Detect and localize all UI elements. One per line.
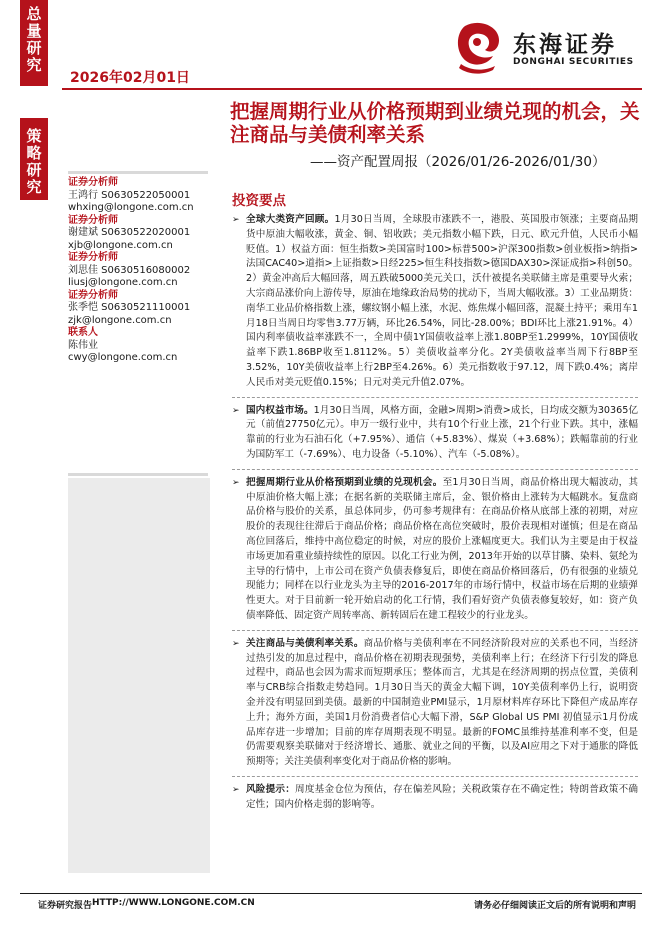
footer-divider [20, 893, 642, 894]
contact-block [68, 327, 218, 365]
footer-label: 证券研究报告 [38, 901, 93, 911]
report-type-char: 总 [26, 5, 42, 23]
risk-text: 周度基金仓位为预估，存在偏差风险；关税政策存在不确定性；特朗普政策不确定性；国内价格走弱的影响等。 [246, 783, 639, 810]
company-logo [455, 20, 645, 74]
report-title: 把握周期行业从价格预期到业绩兑现的机会，关注商品与美债利率关系 [230, 100, 640, 146]
risk-item [232, 783, 638, 813]
dashed-divider [232, 630, 638, 631]
highlight-heading: 全球大类资产回顾。 [246, 214, 335, 225]
dragon-logo-icon [455, 20, 503, 74]
highlight-text: 商品价格与美债利率在不同经济阶段对应的关系也不同，当经济过热引发的加息过程中，商品价格在初期表现强势，美债利率上行；在经济下行引发的降息过程中，商品也会因为需求而短期承压；整体而言，尤其是在经济周期的拐点位置，美债利率与CRB综合指数走势趋同。1月30日当天的黄金大幅下调，10Y美债利率仍上行，说明资金并没有明显回到美债。最新的中国制造业PMI显示，1月原材料库存环比下降但产成品库存上升；海外方面，美国1月份消费者信心大幅下滑，S&P Global US PMI 初值显示1月份成品库存进一步增加；目前的库存周期表现不明显。最新的FOMC虽维持基准利率不变，但是仍需要观察美联储对于经济增长、通胀、就业之间的平衡，以及AI应用之下对于通胀的降低预期等；关注美债利率变化对于商品价格的影响。 [246, 637, 639, 768]
highlight-heading: 把握周期行业从价格预期到业绩的兑现机会。 [246, 476, 443, 488]
arrow-bullet-icon: ➢ [232, 477, 240, 488]
analyst-block [68, 215, 218, 253]
arrow-bullet-icon: ➢ [232, 638, 240, 649]
analyst-role: 证券分析师 [68, 177, 118, 188]
category-char: 略 [26, 144, 42, 162]
contact-role: 联系人 [68, 327, 98, 338]
report-subtitle: ——资产配置周报（2026/01/26-2026/01/30） [310, 154, 606, 170]
dashed-divider [232, 397, 638, 398]
analyst-block [68, 177, 218, 215]
report-type-tag [20, 0, 48, 86]
highlight-text: 1月30日当周，风格方面，金融>周期>消费>成长，日均成交额为30365亿元（前值27750亿元）。申万一级行业中，共有10个行业上涨，21个行业下跌。其中，涨幅靠前的行业为石油石化（+7.95%）、通信（+5.83%）、煤炭（+3.68%）；跌幅靠前的行业为国防军工（-7.69%）、电力设备（-5.10%）、汽车（-5.08%）。 [246, 404, 638, 460]
sidebar-gray-panel [68, 478, 210, 873]
highlight-text: 1月30日当周，全球股市涨跌不一，港股、英国股市领涨；主要商品期货中原油大幅收涨，黄金、铜、铝收跌；美元指数小幅下跌，日元、欧元升值，人民币小幅贬值。1）权益方面：恒生指数>美国富时100>标普500>沪深300指数>创业板指>纳指>法国CAC40>道指>上证指数>日经225>恒生科技指数>德国DAX30>深证成指>科创50。2）黄金冲高后大幅回落，周五跌破5000美元关口，沃什被提名美联储主席是重要导火索；大宗商品涨价向上游传导，原油在地缘政治局势的扰动下，当周大幅收涨。3）工业品期货：南华工业品价格指数上涨，螺纹钢小幅上涨，水泥、炼焦煤小幅回落，混凝土持平；乘用车1月18日当周日均零售3.77万辆，环比26.54%，同比-28.00%；BDI环比上涨21.91%。4）国内利率债收益率涨跌不一，全周中债1Y国债收益率上涨1.80BP至1.2999%，10Y国债收益率下跌1.86BP收至1.8112%。5）美债收益率分化。2Y美债收益率当周下行8BP至3.52%，10Y美债收益率上行2BP至4.26%。6）美元指数收于97.12，周下跌0.4%；离岸人民币对美元贬值0.15%；日元对美元升值2.07%。 [246, 214, 639, 388]
highlight-heading: 国内权益市场。 [246, 404, 314, 416]
highlight-text: 至1月30日当周，商品价格出现大幅波动，其中原油价格大幅上涨；在据名新的美联储主席后，金、银价格由上涨转为大幅跳水。复盘商品价格与股价的关系，虽总体同步，仍可参考规律有：在商品价格从底部上涨的初期，对应股价的表现往往滞后于商品价格；商品价格在高位突破时，股价表现相对谨慎；但是在商品高位回落后，维持中高位稳定的时候，对应的股价上涨幅度更大。我们认为主要是由于权益市场更加看重业绩持续性的原因。以化工行业为例，2013年开始的以草甘膦、染料、氨纶为主导的行情中，上市公司在资产负债表修复后，即使在商品价格回落后，仍有很强的业绩兑现能力；同样在以行业龙头为主导的2016-2017年的市场行情中，权益市场在后期的业绩弹性更大。对于目前新一轮开始启动的化工行情，我们看好资产负债表修复较好，如：资产负债率降低、固定资产周转率高、新转固后在建工程较少的行业龙头。 [246, 476, 639, 621]
analyst-email: liusj@longone.com.cn [68, 277, 178, 288]
report-date: 2026年02月01日 [70, 70, 190, 86]
arrow-bullet-icon: ➢ [232, 215, 240, 225]
category-tag [20, 118, 48, 200]
report-type-char: 究 [26, 56, 42, 74]
dashed-divider [232, 469, 638, 470]
category-char: 研 [26, 161, 42, 179]
analyst-list [68, 177, 218, 365]
analyst-name-id: 谢建斌 S0630522020001 [68, 227, 191, 238]
contact-name: 陈伟业 [68, 339, 98, 351]
risk-heading: 风险提示： [246, 783, 296, 795]
analyst-name-id: 刘思佳 S0630516080002 [68, 264, 191, 276]
logo-english-name: DONGHAI SECURITIES [513, 57, 634, 67]
footer-website-link[interactable]: HTTP://WWW.LONGONE.COM.CN [92, 898, 255, 908]
analyst-name-id: 张季恺 S0630521110001 [68, 302, 191, 313]
analyst-email: whxing@longone.com.cn [68, 202, 194, 213]
analyst-email: xjb@longone.com.cn [68, 239, 173, 251]
analyst-role: 证券分析师 [68, 214, 118, 226]
dashed-divider [232, 776, 638, 777]
analyst-block [68, 290, 218, 328]
highlight-item [232, 476, 638, 624]
highlight-item [232, 637, 638, 770]
logo-chinese-name: 东海证券 [513, 32, 617, 58]
highlight-item [232, 404, 638, 463]
sidebar-top-strip [68, 171, 208, 174]
contact-email: cwy@longone.com.cn [68, 352, 178, 363]
investment-highlights [232, 213, 638, 812]
section-title: 投资要点 [232, 193, 286, 209]
highlight-heading: 关注商品与美债利率关系。 [246, 637, 364, 649]
report-type-char: 量 [26, 22, 42, 40]
category-char: 策 [26, 127, 42, 145]
header-divider [62, 88, 642, 90]
analyst-name-id: 王鸿行 S0630522050001 [68, 189, 191, 201]
highlight-item [232, 213, 638, 391]
arrow-bullet-icon: ➢ [232, 784, 240, 795]
analyst-block [68, 252, 218, 290]
report-type-char: 研 [26, 39, 42, 57]
category-char: 究 [26, 178, 42, 196]
analyst-email: zjk@longone.com.cn [68, 314, 172, 326]
footer-disclaimer: 请务必仔细阅读正文后的所有说明和声明 [474, 901, 637, 911]
arrow-bullet-icon: ➢ [232, 405, 240, 416]
analyst-role: 证券分析师 [68, 289, 118, 301]
sidebar-mid-strip [68, 473, 208, 476]
analyst-role: 证券分析师 [68, 252, 118, 263]
